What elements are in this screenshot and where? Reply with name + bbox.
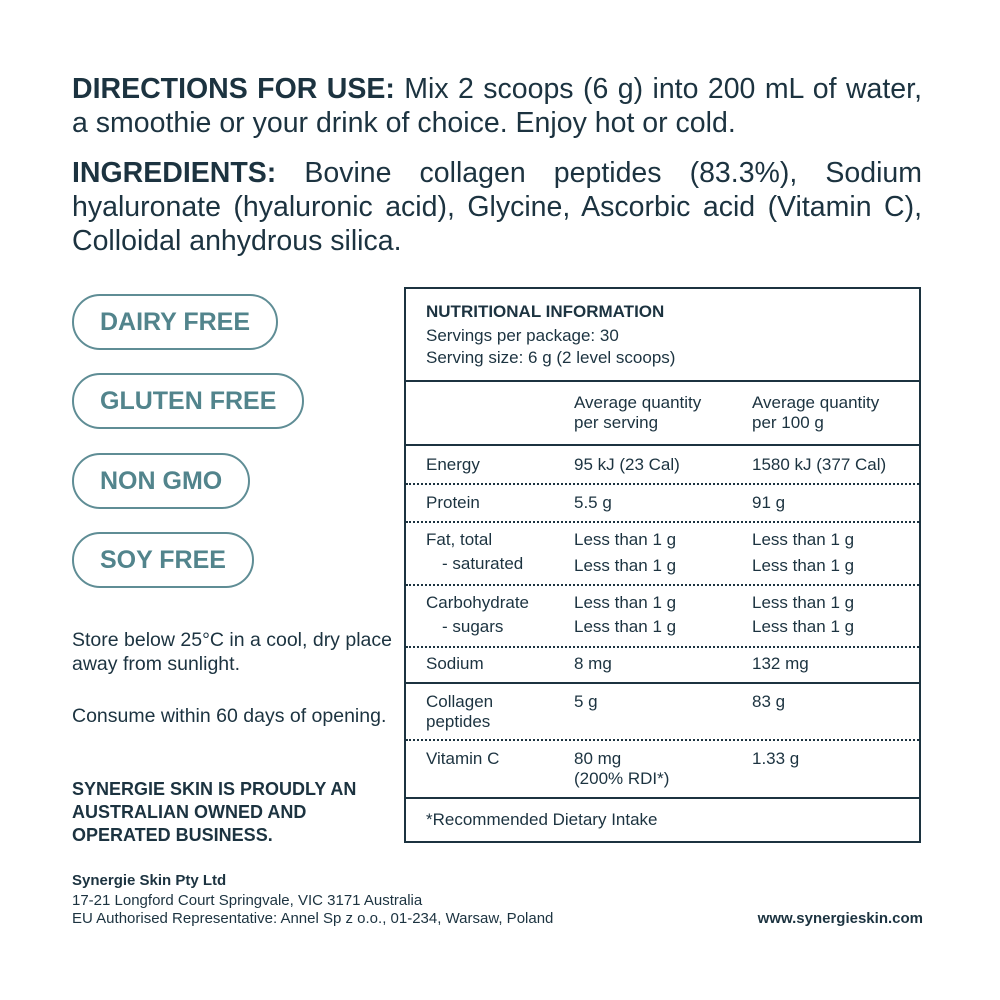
servings-per-package: Servings per package: 30 [426,326,619,345]
saturated-per-100g: Less than 1 g [752,556,855,575]
collagen-per-serving: 5 g [574,692,598,711]
website-link[interactable]: www.synergieskin.com [757,910,923,927]
badge-gluten-free: GLUTEN FREE [72,373,304,429]
directions-text: Mix 2 scoops (6 g) into 200 mL of water, a smoothie or your drink of choice. Enjoy hot or cold. [72,73,922,139]
carbohydrate-per-100g: Less than 1 g [752,593,855,612]
company-address: 17-21 Longford Court Springvale, VIC 3171 Australia [72,892,423,909]
row-label-carbohydrate: Carbohydrate [426,593,530,612]
row-label-sodium: Sodium [426,654,484,673]
protein-per-100g: 91 g [752,493,786,512]
nutrition-panel [404,287,921,843]
row-label-fat: Fat, total [426,530,493,549]
vitamin-c-rdi: (200% RDI*) [574,769,670,788]
fat-per-100g: Less than 1 g [752,530,855,549]
collagen-per-100g: 83 g [752,692,786,711]
row-label-sugars: - sugars [442,617,504,636]
divider [406,797,919,799]
divider [406,682,919,684]
row-label-collagen-line2: peptides [426,712,491,731]
carbohydrate-per-serving: Less than 1 g [574,593,677,612]
badge-non-gmo: NON GMO [72,453,250,509]
directions-label: DIRECTIONS FOR USE: [72,73,395,105]
row-label-vitamin-c: Vitamin C [426,749,500,768]
divider [406,739,919,741]
vitamin-c-per-100g: 1.33 g [752,749,800,768]
saturated-per-serving: Less than 1 g [574,556,677,575]
divider [406,584,919,586]
energy-per-serving: 95 kJ (23 Cal) [574,455,680,474]
vitamin-c-per-serving: 80 mg [574,749,622,768]
ingredients-text: Bovine collagen peptides (83.3%), Sodium hyaluronate (hyaluronic acid), Glycine, Ascorbic acid (Vitamin C), Colloidal anhydrous silica. [72,157,922,257]
divider [406,483,919,485]
serving-size: Serving size: 6 g (2 level scoops) [426,348,676,367]
column-header-per-100g: Average quantity [752,393,880,412]
row-label-saturated: - saturated [442,554,524,573]
nutrition-title: NUTRITIONAL INFORMATION [426,302,665,321]
divider [406,521,919,523]
divider [406,444,919,446]
consume-instructions: Consume within 60 days of opening. [72,705,387,727]
column-header-per-serving-line2: per serving [574,413,659,432]
column-header-per-100g-line2: per 100 g [752,413,824,432]
storage-instructions: Store below 25°C in a cool, dry place away from sunlight. [72,629,392,675]
protein-per-serving: 5.5 g [574,493,612,512]
divider [406,380,919,382]
row-label-collagen: Collagen [426,692,494,711]
badge-dairy-free: DAIRY FREE [72,294,278,350]
fat-per-serving: Less than 1 g [574,530,677,549]
sugars-per-100g: Less than 1 g [752,617,855,636]
ingredients-label: INGREDIENTS: [72,157,277,189]
company-name: Synergie Skin Pty Ltd [72,872,227,889]
rdi-footnote: *Recommended Dietary Intake [426,810,658,829]
column-header-per-serving: Average quantity [574,393,702,412]
sugars-per-serving: Less than 1 g [574,617,677,636]
australian-owned-statement: SYNERGIE SKIN IS PROUDLY AN AUSTRALIAN OWNED AND OPERATED BUSINESS. [72,779,357,845]
sodium-per-serving: 8 mg [574,654,612,673]
row-label-energy: Energy [426,455,480,474]
energy-per-100g: 1580 kJ (377 Cal) [752,455,887,474]
row-label-protein: Protein [426,493,480,512]
sodium-per-100g: 132 mg [752,654,809,673]
divider [406,646,919,648]
eu-representative: EU Authorised Representative: Annel Sp z o.o., 01-234, Warsaw, Poland [72,910,554,927]
badge-soy-free: SOY FREE [72,532,254,588]
ingredients-paragraph [72,156,922,258]
directions-paragraph [72,72,922,140]
